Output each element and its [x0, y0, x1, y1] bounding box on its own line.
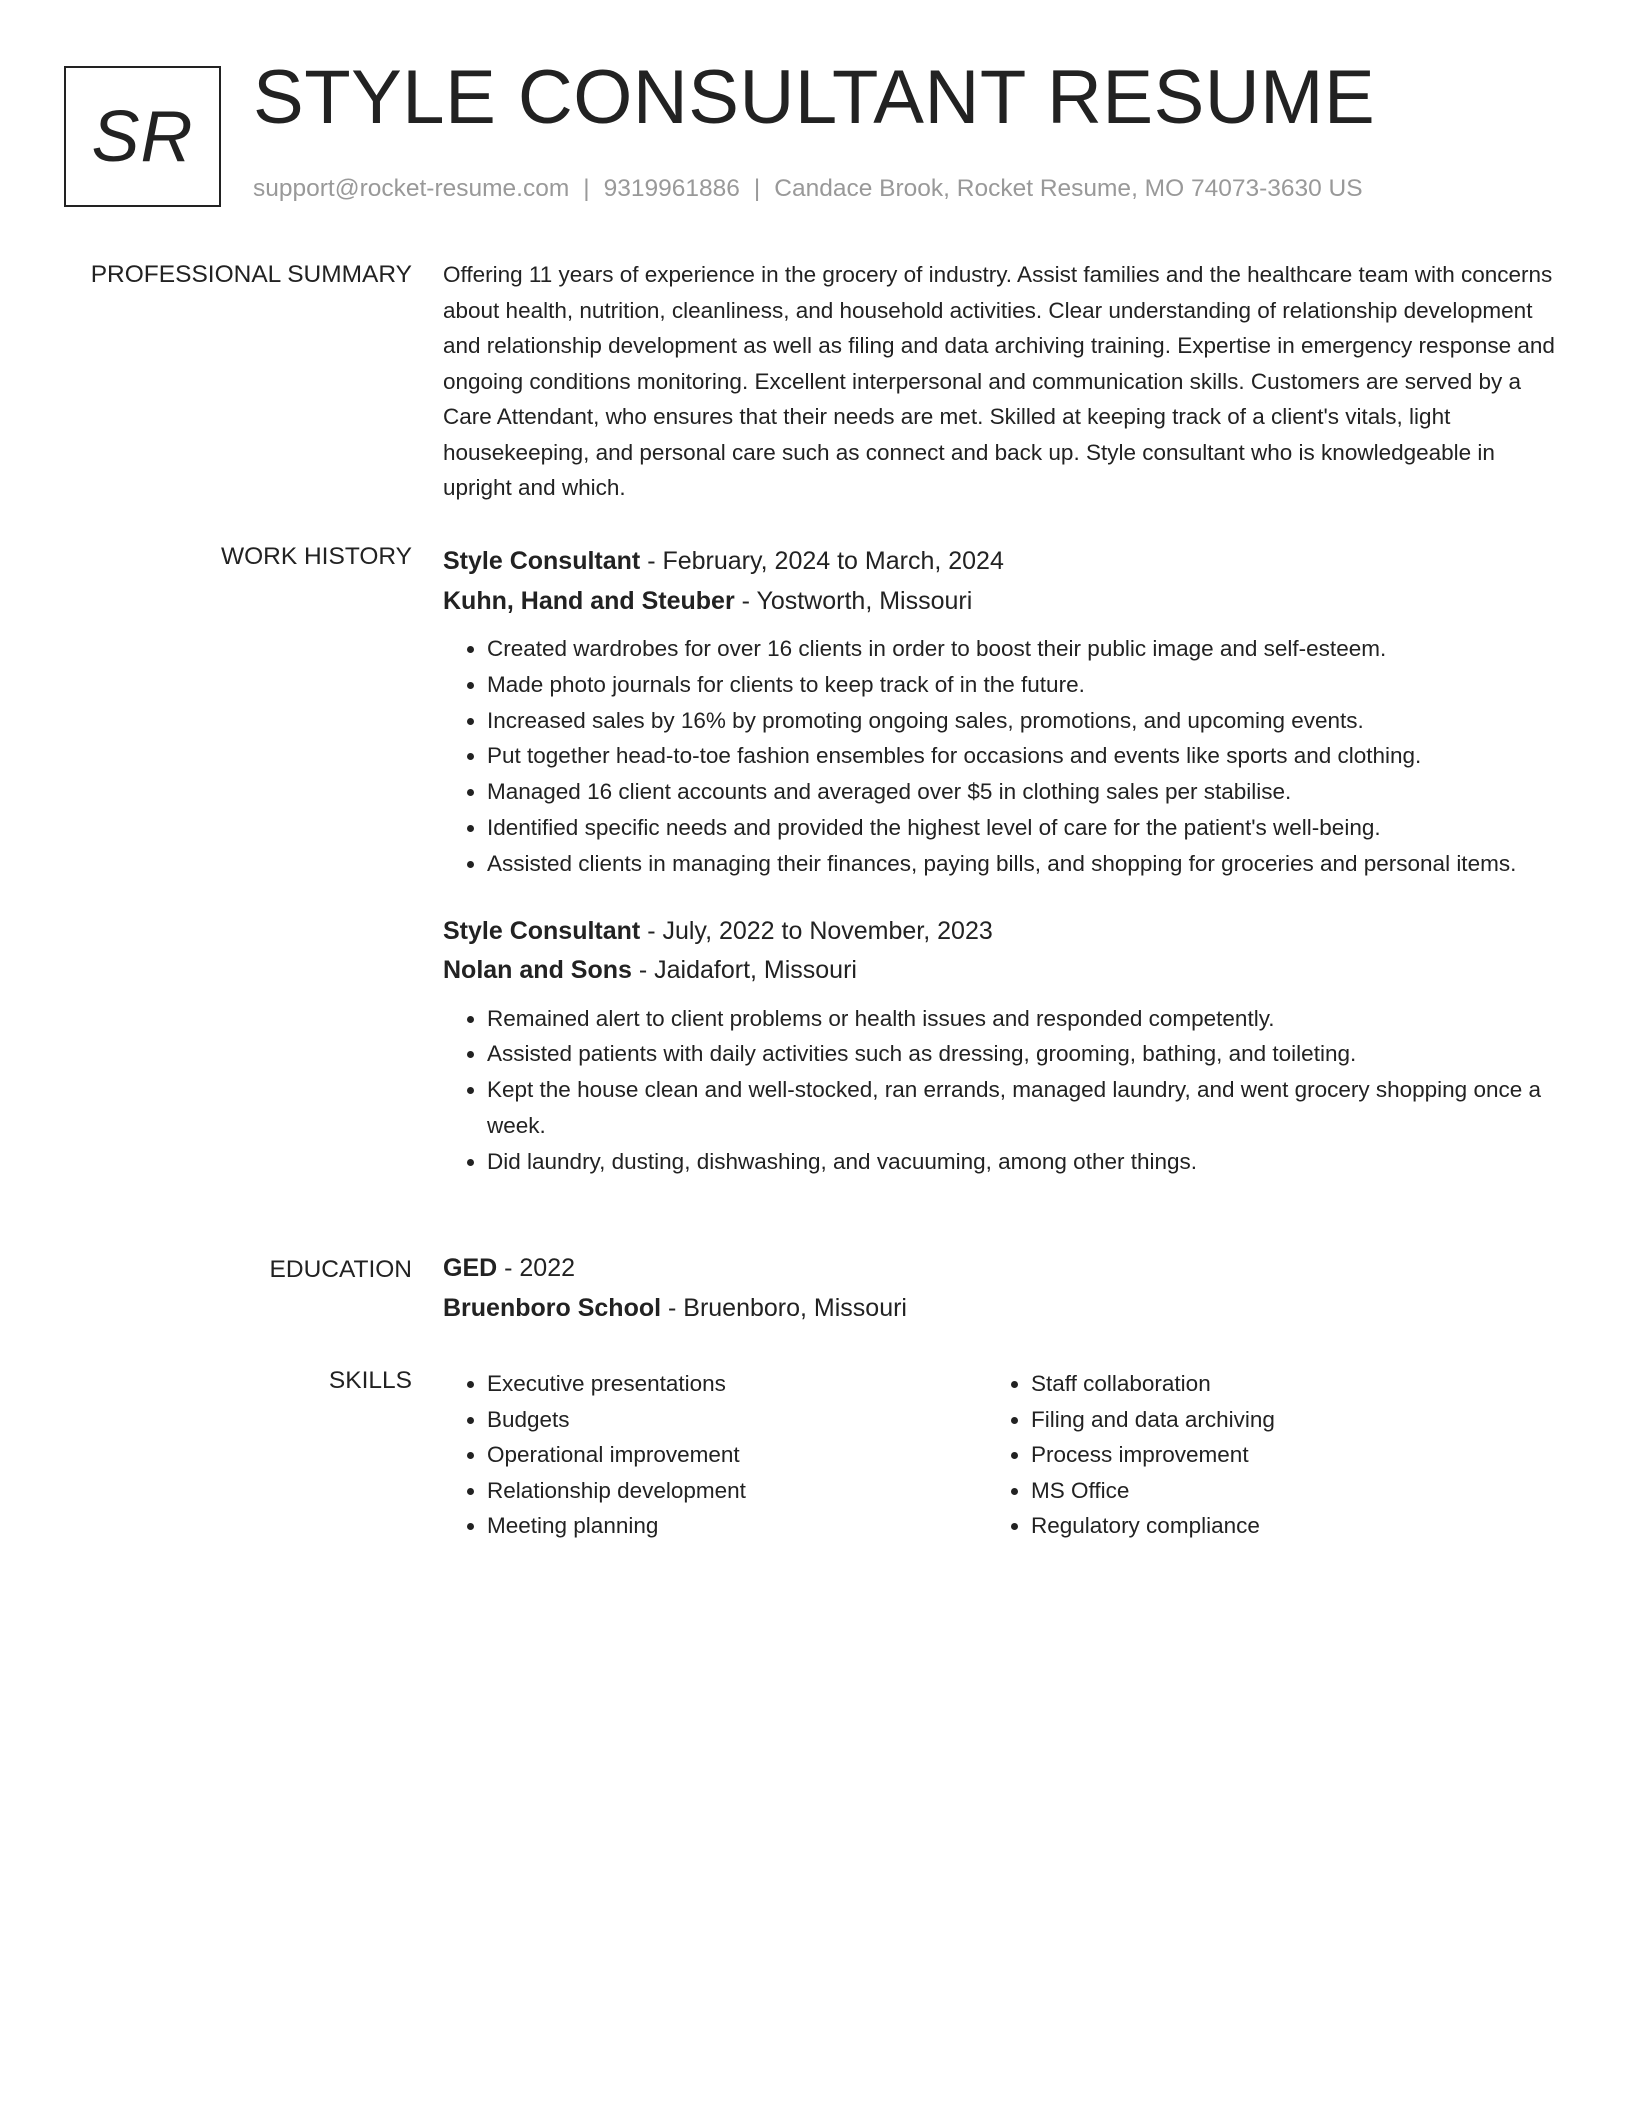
resume-title: STYLE CONSULTANT RESUME [253, 55, 1376, 140]
job-title: Style Consultant [443, 916, 641, 945]
job-bullet: • Kept the house clean and well-stocked, ran errands, managed laundry, and went grocery shopping once a week. [487, 1072, 1561, 1144]
skill-item: • Budgets [487, 1402, 987, 1438]
skills-column-right [987, 1366, 1531, 1544]
job-bullet: • Assisted clients in managing their finances, paying bills, and shopping for groceries and personal items. [487, 846, 1561, 882]
summary-body [443, 260, 1561, 506]
job-bullet: • Made photo journals for clients to keep track of in the future. [487, 667, 1561, 703]
skill-item: • Operational improvement [487, 1437, 987, 1473]
job-bullet: • Managed 16 client accounts and averaged over $5 in clothing sales per stabilise. [487, 774, 1561, 810]
skill-item: • Process improvement [1031, 1437, 1531, 1473]
job-bullets [443, 631, 1561, 882]
contact-phone: 9319961886 [603, 175, 740, 202]
summary-heading: PROFESSIONAL SUMMARY [90, 261, 412, 288]
education-degree-line [443, 1249, 1561, 1289]
monogram-initials: SR [91, 96, 194, 177]
job-bullet: • Remained alert to client problems or health issues and responded competently. [487, 1001, 1561, 1037]
education-school-line [443, 1289, 1561, 1329]
job-company-line [443, 582, 1561, 622]
contact-address: Candace Brook, Rocket Resume, MO 74073-3630 US [774, 175, 1363, 202]
contact-separator: | [753, 175, 761, 202]
job-dates: - July, 2022 to November, 2023 [640, 916, 993, 945]
skill-item: • Staff collaboration [1031, 1366, 1531, 1402]
job-title-line [443, 542, 1561, 582]
education-year: - 2022 [497, 1254, 576, 1282]
summary-text: Offering 11 years of experience in the grocery of industry. Assist families and the healthcare team with concerns about health, nutrition, cleanliness, and household activities. Clear understanding of relationship development and relationship development as well as filing and data archiving training. Expertise in emergency response and ongoing conditions monitoring. Excellent interpersonal and communication skills. Customers are served by a Care Attendant, who ensures that their needs are met. Skilled at keeping track of a client's vitals, light housekeeping, and personal care such as connect and back up. Style consultant who is knowledgeable in upright and which. [443, 262, 1555, 500]
skills-body [443, 1366, 1561, 1544]
job-bullets [443, 1001, 1561, 1180]
contact-line [253, 174, 1363, 203]
education-heading: EDUCATION [269, 1256, 412, 1283]
job-bullet: • Put together head-to-toe fashion ensembles for occasions and events like sports and clothing. [487, 738, 1561, 774]
education-degree: GED [443, 1254, 498, 1282]
job-bullet: • Created wardrobes for over 16 clients in order to boost their public image and self-esteem. [487, 631, 1561, 667]
skill-item: • Relationship development [487, 1473, 987, 1509]
skill-item: • Executive presentations [487, 1366, 987, 1402]
skill-item: • Filing and data archiving [1031, 1402, 1531, 1438]
work-history-body [443, 542, 1561, 1210]
skills-heading: SKILLS [328, 1367, 412, 1394]
job-title: Style Consultant [443, 547, 641, 575]
skill-item: • MS Office [1031, 1473, 1531, 1509]
job-dates: - February, 2024 to March, 2024 [640, 547, 1004, 575]
skill-item: • Regulatory compliance [1031, 1508, 1531, 1544]
education-body [443, 1249, 1561, 1328]
work-history-heading: WORK HISTORY [220, 543, 412, 570]
skills-column-left [443, 1366, 987, 1544]
job-bullet: • Increased sales by 16% by promoting ongoing sales, promotions, and upcoming events. [487, 703, 1561, 739]
job-location: - Jaidafort, Missouri [631, 956, 857, 985]
job-company: Kuhn, Hand and Steuber [443, 586, 735, 615]
contact-separator: | [583, 175, 590, 202]
job-entry [443, 542, 1561, 882]
job-title-line [443, 912, 1561, 952]
job-bullet: • Did laundry, dusting, dishwashing, and vacuuming, among other things. [487, 1144, 1561, 1180]
education-school: Bruenboro School [443, 1293, 662, 1322]
job-company-line [443, 951, 1561, 991]
job-bullet: • Assisted patients with daily activities such as dressing, grooming, bathing, and toileting. [487, 1036, 1561, 1072]
contact-email: support@rocket-resume.com [253, 175, 570, 202]
job-location: - Yostworth, Missouri [734, 586, 973, 615]
job-bullet: • Identified specific needs and provided the highest level of care for the patient's well-being. [487, 810, 1561, 846]
job-company: Nolan and Sons [443, 956, 632, 985]
job-entry [443, 912, 1561, 1180]
education-location: - Bruenboro, Missouri [661, 1293, 907, 1322]
skill-item: • Meeting planning [487, 1508, 987, 1544]
monogram-box [64, 66, 221, 207]
